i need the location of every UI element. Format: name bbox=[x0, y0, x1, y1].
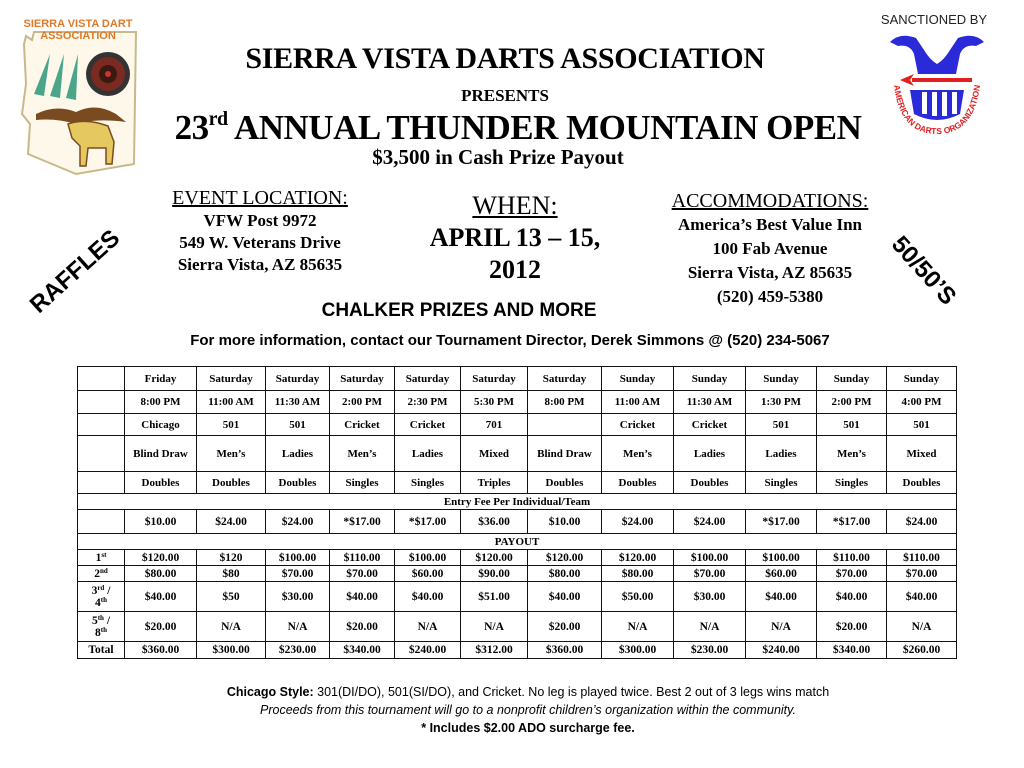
place-number: 8 bbox=[95, 626, 101, 639]
total-row bbox=[78, 642, 957, 659]
table-cell: 501 bbox=[197, 414, 266, 436]
table-cell: $360.00 bbox=[528, 642, 602, 659]
table-cell: Mixed bbox=[887, 436, 957, 472]
ado-logo-text: AMERICAN DARTS ORGANIZATION bbox=[891, 84, 983, 137]
table-cell: Saturday bbox=[197, 367, 266, 391]
schedule-table bbox=[77, 366, 957, 659]
division-row bbox=[78, 436, 957, 472]
table-cell: Doubles bbox=[887, 472, 957, 494]
table-cell: $240.00 bbox=[395, 642, 461, 659]
table-cell: 11:00 AM bbox=[602, 391, 674, 414]
game-row bbox=[78, 414, 957, 436]
accommodations-heading: ACCOMMODATIONS: bbox=[671, 190, 869, 212]
table-cell: $60.00 bbox=[746, 566, 817, 582]
table-cell: $110.00 bbox=[817, 550, 887, 566]
table-cell: 2:00 PM bbox=[817, 391, 887, 414]
table-cell: $360.00 bbox=[125, 642, 197, 659]
table-cell: $36.00 bbox=[461, 510, 528, 534]
place-number: 1 bbox=[95, 551, 102, 564]
table-cell: $20.00 bbox=[528, 612, 602, 642]
chicago-style-note bbox=[0, 685, 1024, 699]
table-cell: $50.00 bbox=[602, 582, 674, 612]
table-cell: Singles bbox=[395, 472, 461, 494]
table-cell: $24.00 bbox=[266, 510, 330, 534]
table-cell: $80.00 bbox=[125, 566, 197, 582]
prize-line: $3,500 in Cash Prize Payout bbox=[372, 145, 624, 169]
time-row bbox=[78, 391, 957, 414]
table-cell: $50 bbox=[197, 582, 266, 612]
entry-fee-header-row-label: Entry Fee Per Individual/Team bbox=[78, 494, 957, 510]
table-cell: 11:30 AM bbox=[266, 391, 330, 414]
table-cell: Saturday bbox=[528, 367, 602, 391]
row-label-cell: 5th / 8th bbox=[78, 612, 125, 642]
table-cell: $10.00 bbox=[528, 510, 602, 534]
accommodations-line: America’s Best Value Inn bbox=[677, 215, 862, 234]
row-label-cell bbox=[78, 472, 125, 494]
table-cell: Friday bbox=[125, 367, 197, 391]
table-cell: 5:30 PM bbox=[461, 391, 528, 414]
row-label-cell bbox=[78, 550, 125, 566]
table-cell: Sunday bbox=[887, 367, 957, 391]
surcharge-note: * Includes $2.00 ADO surcharge fee. bbox=[421, 721, 635, 735]
table-cell: Sunday bbox=[817, 367, 887, 391]
table-cell: 11:30 AM bbox=[674, 391, 746, 414]
place-suffix: rd bbox=[97, 583, 105, 592]
table-cell: $20.00 bbox=[125, 612, 197, 642]
table-cell: $300.00 bbox=[197, 642, 266, 659]
fifty-fifty-label: 50/50’S bbox=[886, 230, 962, 311]
table-cell: Saturday bbox=[461, 367, 528, 391]
table-cell: Saturday bbox=[395, 367, 461, 391]
table-cell: $120.00 bbox=[461, 550, 528, 566]
table-cell: N/A bbox=[197, 612, 266, 642]
table-cell: $80 bbox=[197, 566, 266, 582]
table-cell: Ladies bbox=[674, 436, 746, 472]
table-cell: $40.00 bbox=[887, 582, 957, 612]
place-suffix: st bbox=[101, 550, 107, 559]
event-number-suffix: rd bbox=[208, 108, 228, 130]
table-cell: N/A bbox=[674, 612, 746, 642]
table-cell: N/A bbox=[395, 612, 461, 642]
table-cell: 11:00 AM bbox=[197, 391, 266, 414]
row-label-cell: 3rd / 4th bbox=[78, 582, 125, 612]
table-cell: $40.00 bbox=[528, 582, 602, 612]
table-cell: N/A bbox=[461, 612, 528, 642]
table-cell: Ladies bbox=[395, 436, 461, 472]
table-cell: Men’s bbox=[197, 436, 266, 472]
table-cell: 2:30 PM bbox=[395, 391, 461, 414]
table-cell: $24.00 bbox=[602, 510, 674, 534]
sanctioned-by-label: SANCTIONED BY bbox=[880, 12, 988, 27]
event-title bbox=[0, 108, 1024, 148]
total-label: Total bbox=[78, 642, 125, 659]
table-cell: $70.00 bbox=[887, 566, 957, 582]
place-number: 2 bbox=[94, 567, 100, 580]
table-cell: N/A bbox=[266, 612, 330, 642]
table-cell: Blind Draw bbox=[528, 436, 602, 472]
table-cell: $51.00 bbox=[461, 582, 528, 612]
table-cell: Men’s bbox=[817, 436, 887, 472]
table-cell: Cricket bbox=[330, 414, 395, 436]
table-cell: $240.00 bbox=[746, 642, 817, 659]
when-heading: WHEN: bbox=[472, 191, 558, 220]
table-cell: $100.00 bbox=[746, 550, 817, 566]
table-cell: Triples bbox=[461, 472, 528, 494]
table-cell: Sunday bbox=[674, 367, 746, 391]
table-cell: Cricket bbox=[674, 414, 746, 436]
table-cell: Men’s bbox=[602, 436, 674, 472]
table-cell: $24.00 bbox=[197, 510, 266, 534]
table-cell: $230.00 bbox=[266, 642, 330, 659]
row-label-cell bbox=[78, 510, 125, 534]
payout-row bbox=[78, 612, 957, 642]
raffles-label: RAFFLES bbox=[24, 224, 126, 319]
chalker-prizes-line: CHALKER PRIZES AND MORE bbox=[321, 300, 597, 321]
table-cell: 2:00 PM bbox=[330, 391, 395, 414]
table-cell: 501 bbox=[746, 414, 817, 436]
payout-row bbox=[78, 582, 957, 612]
table-cell: N/A bbox=[746, 612, 817, 642]
presents-label: PRESENTS bbox=[461, 86, 549, 105]
table-cell: $100.00 bbox=[674, 550, 746, 566]
place-number: 3 bbox=[91, 584, 98, 597]
event-location-line: Sierra Vista, AZ 85635 bbox=[177, 255, 343, 274]
table-cell: $110.00 bbox=[330, 550, 395, 566]
table-cell: Doubles bbox=[674, 472, 746, 494]
table-cell: $120 bbox=[197, 550, 266, 566]
table-cell: Men’s bbox=[330, 436, 395, 472]
table-cell: $70.00 bbox=[674, 566, 746, 582]
table-cell: $24.00 bbox=[674, 510, 746, 534]
payout-row bbox=[78, 566, 957, 582]
table-cell: $70.00 bbox=[330, 566, 395, 582]
place-suffix: th bbox=[100, 595, 107, 604]
table-cell: $20.00 bbox=[817, 612, 887, 642]
table-cell: 501 bbox=[817, 414, 887, 436]
table-cell: Singles bbox=[746, 472, 817, 494]
payout-header-row bbox=[78, 534, 957, 550]
table-cell: Mixed bbox=[461, 436, 528, 472]
accommodations-line: 100 Fab Avenue bbox=[712, 239, 828, 258]
row-label-cell bbox=[78, 367, 125, 391]
table-cell: $120.00 bbox=[602, 550, 674, 566]
table-cell: 701 bbox=[461, 414, 528, 436]
row-label-cell bbox=[78, 566, 125, 582]
table-cell: 4:00 PM bbox=[887, 391, 957, 414]
entry-fee-header-row bbox=[78, 494, 957, 510]
accommodations-block bbox=[640, 189, 900, 309]
table-cell: $340.00 bbox=[817, 642, 887, 659]
when-year: 2012 bbox=[489, 255, 541, 284]
table-cell: $40.00 bbox=[395, 582, 461, 612]
table-cell: N/A bbox=[887, 612, 957, 642]
place-number: 5 bbox=[91, 614, 98, 627]
table-cell: Blind Draw bbox=[125, 436, 197, 472]
table-cell: $70.00 bbox=[266, 566, 330, 582]
table-cell: $110.00 bbox=[887, 550, 957, 566]
proceeds-note: Proceeds from this tournament will go to a nonprofit children’s organization within the community. bbox=[260, 703, 796, 717]
event-location-heading: EVENT LOCATION: bbox=[172, 187, 348, 209]
logo-text-line2: ASSOCIATION bbox=[40, 30, 116, 42]
table-cell: Doubles bbox=[266, 472, 330, 494]
table-cell: $40.00 bbox=[746, 582, 817, 612]
table-cell: Ladies bbox=[266, 436, 330, 472]
table-cell: 8:00 PM bbox=[528, 391, 602, 414]
table-cell: 8:00 PM bbox=[125, 391, 197, 414]
table-cell: Sunday bbox=[746, 367, 817, 391]
table-cell: $80.00 bbox=[602, 566, 674, 582]
event-title-text: ANNUAL THUNDER MOUNTAIN OPEN bbox=[233, 108, 862, 147]
table-cell: Saturday bbox=[266, 367, 330, 391]
table-cell: Doubles bbox=[602, 472, 674, 494]
table-cell: $40.00 bbox=[330, 582, 395, 612]
table-cell: $80.00 bbox=[528, 566, 602, 582]
table-cell: 501 bbox=[266, 414, 330, 436]
contact-line: For more information, contact our Tournament Director, Derek Simmons @ (520) 234-5067 bbox=[190, 332, 830, 349]
table-cell: Ladies bbox=[746, 436, 817, 472]
payout-row bbox=[78, 550, 957, 566]
payout-header-row-label: PAYOUT bbox=[78, 534, 957, 550]
table-cell: $90.00 bbox=[461, 566, 528, 582]
row-label-cell bbox=[78, 436, 125, 472]
table-cell: Cricket bbox=[602, 414, 674, 436]
chicago-style-text: 301(DI/DO), 501(SI/DO), and Cricket. No leg is played twice. Best 2 out of 3 legs wins match bbox=[313, 685, 830, 699]
table-cell: $120.00 bbox=[125, 550, 197, 566]
table-cell: Saturday bbox=[330, 367, 395, 391]
table-cell: Singles bbox=[330, 472, 395, 494]
event-number: 23 bbox=[174, 108, 209, 147]
table-cell bbox=[528, 414, 602, 436]
table-cell: Singles bbox=[817, 472, 887, 494]
table-cell: $40.00 bbox=[125, 582, 197, 612]
table-cell: Doubles bbox=[197, 472, 266, 494]
table-cell: $10.00 bbox=[125, 510, 197, 534]
format-row bbox=[78, 472, 957, 494]
table-cell: $40.00 bbox=[817, 582, 887, 612]
table-cell: *$17.00 bbox=[817, 510, 887, 534]
row-label-cell bbox=[78, 414, 125, 436]
table-cell: $60.00 bbox=[395, 566, 461, 582]
table-cell: $340.00 bbox=[330, 642, 395, 659]
accommodations-line: (520) 459-5380 bbox=[716, 287, 824, 306]
table-cell: 1:30 PM bbox=[746, 391, 817, 414]
chicago-style-label: Chicago Style: bbox=[226, 685, 314, 699]
event-location-line: VFW Post 9972 bbox=[203, 211, 317, 230]
place-number: 4 bbox=[95, 596, 101, 609]
table-cell: Chicago bbox=[125, 414, 197, 436]
table-cell: $300.00 bbox=[602, 642, 674, 659]
table-cell: $20.00 bbox=[330, 612, 395, 642]
table-cell: Cricket bbox=[395, 414, 461, 436]
table-cell: $30.00 bbox=[674, 582, 746, 612]
table-cell: $312.00 bbox=[461, 642, 528, 659]
table-cell: $30.00 bbox=[266, 582, 330, 612]
event-location-line: 549 W. Veterans Drive bbox=[179, 233, 341, 252]
logo-text-line1: SIERRA VISTA DART bbox=[23, 18, 133, 30]
table-cell: $70.00 bbox=[817, 566, 887, 582]
table-cell: Doubles bbox=[125, 472, 197, 494]
table-cell: Sunday bbox=[602, 367, 674, 391]
table-cell: $24.00 bbox=[887, 510, 957, 534]
when-block bbox=[395, 190, 635, 286]
table-cell: $230.00 bbox=[674, 642, 746, 659]
table-cell: $100.00 bbox=[266, 550, 330, 566]
entry-fee-row bbox=[78, 510, 957, 534]
table-cell: *$17.00 bbox=[330, 510, 395, 534]
table-cell: *$17.00 bbox=[395, 510, 461, 534]
table-cell: $120.00 bbox=[528, 550, 602, 566]
accommodations-line: Sierra Vista, AZ 85635 bbox=[687, 263, 853, 282]
place-suffix: nd bbox=[99, 566, 108, 575]
table-cell: *$17.00 bbox=[746, 510, 817, 534]
place-suffix: th bbox=[97, 613, 104, 622]
table-cell: $100.00 bbox=[395, 550, 461, 566]
org-title: SIERRA VISTA DARTS ASSOCIATION bbox=[245, 42, 765, 75]
day-row bbox=[78, 367, 957, 391]
table-cell: $260.00 bbox=[887, 642, 957, 659]
place-suffix: th bbox=[100, 625, 107, 634]
event-location-block bbox=[140, 186, 380, 276]
table-cell: 501 bbox=[887, 414, 957, 436]
when-dates: APRIL 13 – 15, bbox=[429, 223, 601, 252]
row-label-cell bbox=[78, 391, 125, 414]
table-cell: N/A bbox=[602, 612, 674, 642]
table-cell: Doubles bbox=[528, 472, 602, 494]
